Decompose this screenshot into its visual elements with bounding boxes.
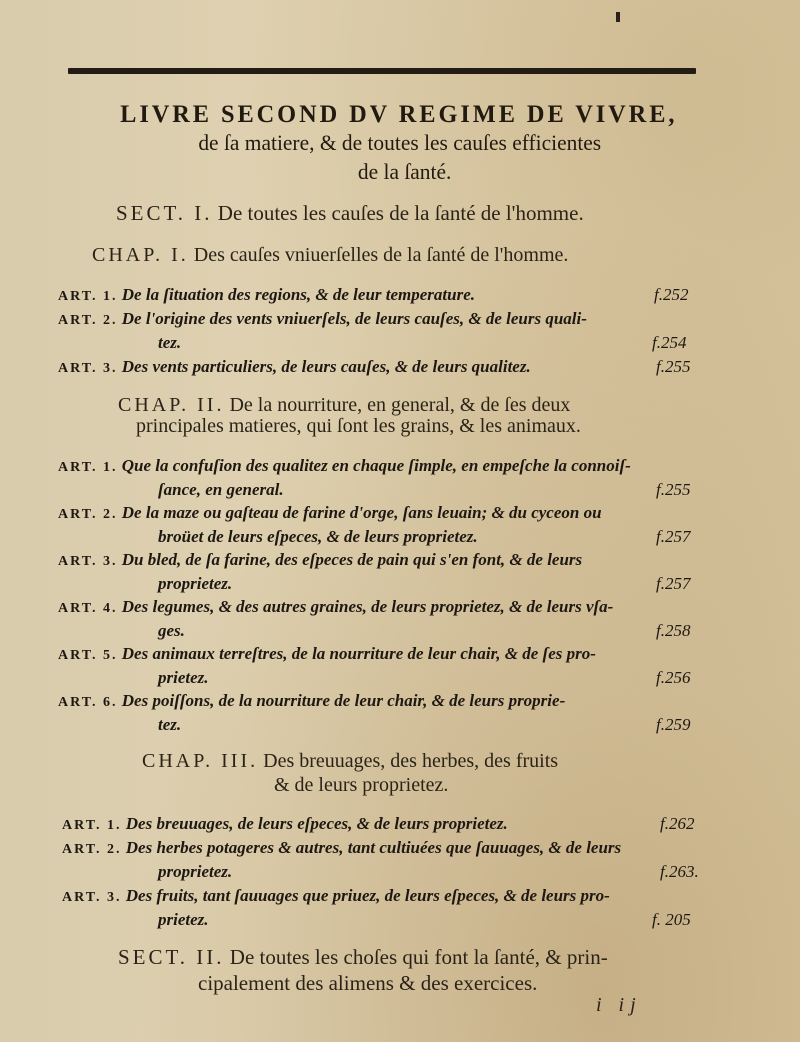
article-continuation: prietez. [158,668,209,687]
article-label: ART. 2. [58,507,118,522]
chapter-3-text-cont: & de leurs proprietez. [274,774,449,796]
article-text: Des fruits, tant ſauuages que priuez, de leurs eſpeces, & de leurs pro- [125,886,610,905]
section-2-label: SECT. II. [118,945,225,969]
article-label: ART. 3. [62,890,122,905]
chapter-2-label: CHAP. II. [118,394,225,416]
section-2-heading [118,945,608,970]
section-2-text-cont: cipalement des alimens & des exercices. [198,971,538,995]
chapter-2-article-5 [58,644,596,664]
article-folio: f.257 [656,527,691,546]
section-1-label: SECT. I. [116,201,213,225]
article-label: ART. 6. [58,695,118,710]
article-text: De l'origine des vents vniuerſels, de leurs cauſes, & de leurs quali- [121,309,587,328]
section-1-text: De toutes les cauſes de la ſanté de l'homme. [217,201,584,225]
chapter-1-article-2 [58,309,587,329]
article-folio: f.262 [660,814,695,833]
chapter-2-text: De la nourriture, en general, & de ſes deux [229,394,571,416]
article-text: Des vents particuliers, de leurs cauſes, & de leurs qualitez. [121,357,531,376]
section-1-heading [116,201,584,226]
article-text: Des legumes, & des autres graines, de leurs proprietez, & de leurs vſa- [121,597,614,616]
article-text: De la ſituation des regions, & de leur temperature. [121,285,476,304]
chapter-2-article-1 [58,456,631,476]
chapter-1-label: CHAP. I. [92,244,189,266]
article-label: ART. 1. [58,289,118,304]
article-label: ART. 4. [58,601,118,616]
article-label: ART. 5. [58,648,118,663]
article-folio: f.255 [656,357,691,376]
article-text: Des breuuages, de leurs eſpeces, & de leurs proprietez. [125,814,508,833]
article-continuation: proprietez. [158,574,233,593]
article-text: Des poiſſons, de la nourriture de leur chair, & de leurs proprie- [121,691,566,710]
ink-mark [616,12,620,22]
article-folio: f.259 [656,715,691,734]
signature-mark: i ij [596,994,642,1016]
article-continuation: ſance, en general. [158,480,284,499]
chapter-2-article-3 [58,550,582,570]
chapter-1-heading [92,242,568,269]
article-continuation: prietez. [158,910,209,929]
article-label: ART. 2. [62,842,122,857]
book-subtitle: de ſa matiere, & de toutes les cauſes efficientes [198,130,602,155]
chapter-3-article-2 [62,838,621,858]
book-title: LIVRE SECOND DV REGIME DE VIVRE, [120,101,678,128]
header-rule [68,68,696,74]
article-text: Du bled, de ſa farine, des eſpeces de pain qui s'en font, & de leurs [121,550,583,569]
article-text: De la maze ou gaſteau de farine d'orge, ſans leuain; & du cyceon ou [121,503,602,522]
section-2-text: De toutes les choſes qui font la ſanté, & prin- [229,945,608,969]
article-continuation: broüet de leurs eſpeces, & de leurs proprietez. [158,527,478,546]
chapter-1-text: Des cauſes vniuerſelles de la ſanté de l'homme. [193,244,569,266]
article-folio: f.263. [660,862,699,881]
article-folio: f.256 [656,668,691,687]
article-folio: f.257 [656,574,691,593]
article-continuation: tez. [158,333,182,352]
article-folio: f.254 [652,333,687,352]
article-continuation: proprietez. [158,862,233,881]
article-text: Des animaux terreſtres, de la nourriture de leur chair, & de ſes pro- [121,644,596,663]
article-text: Que la confuſion des qualitez en chaque ſimple, en empeſche la connoiſ- [121,456,631,475]
article-continuation: ges. [158,621,185,640]
article-folio: f. 205 [652,910,691,929]
chapter-1-article-3 [58,357,531,377]
chapter-1-article-1 [58,285,475,305]
article-folio: f.255 [656,480,691,499]
chapter-3-text: Des breuuages, des herbes, des fruits [263,750,559,772]
article-label: ART. 3. [58,361,118,376]
chapter-2-article-6 [58,691,565,711]
chapter-2-article-4 [58,597,613,617]
chapter-2-text-cont: principales matieres, qui ſont les grains, & les animaux. [136,415,581,437]
chapter-3-article-1 [62,814,508,834]
article-folio: f.252 [654,285,689,304]
chapter-3-label: CHAP. III. [142,750,259,772]
article-label: ART. 2. [58,313,118,328]
chapter-3-article-3 [62,886,610,906]
chapter-3-heading [142,748,558,775]
article-label: ART. 3. [58,554,118,569]
article-label: ART. 1. [62,818,122,833]
article-text: Des herbes potageres & autres, tant cultiuées que ſauuages, & de leurs [125,838,622,857]
article-label: ART. 1. [58,460,118,475]
article-continuation: tez. [158,715,182,734]
article-folio: f.258 [656,621,691,640]
book-subtitle-end: de la ſanté. [357,159,452,184]
chapter-2-article-2 [58,503,602,523]
